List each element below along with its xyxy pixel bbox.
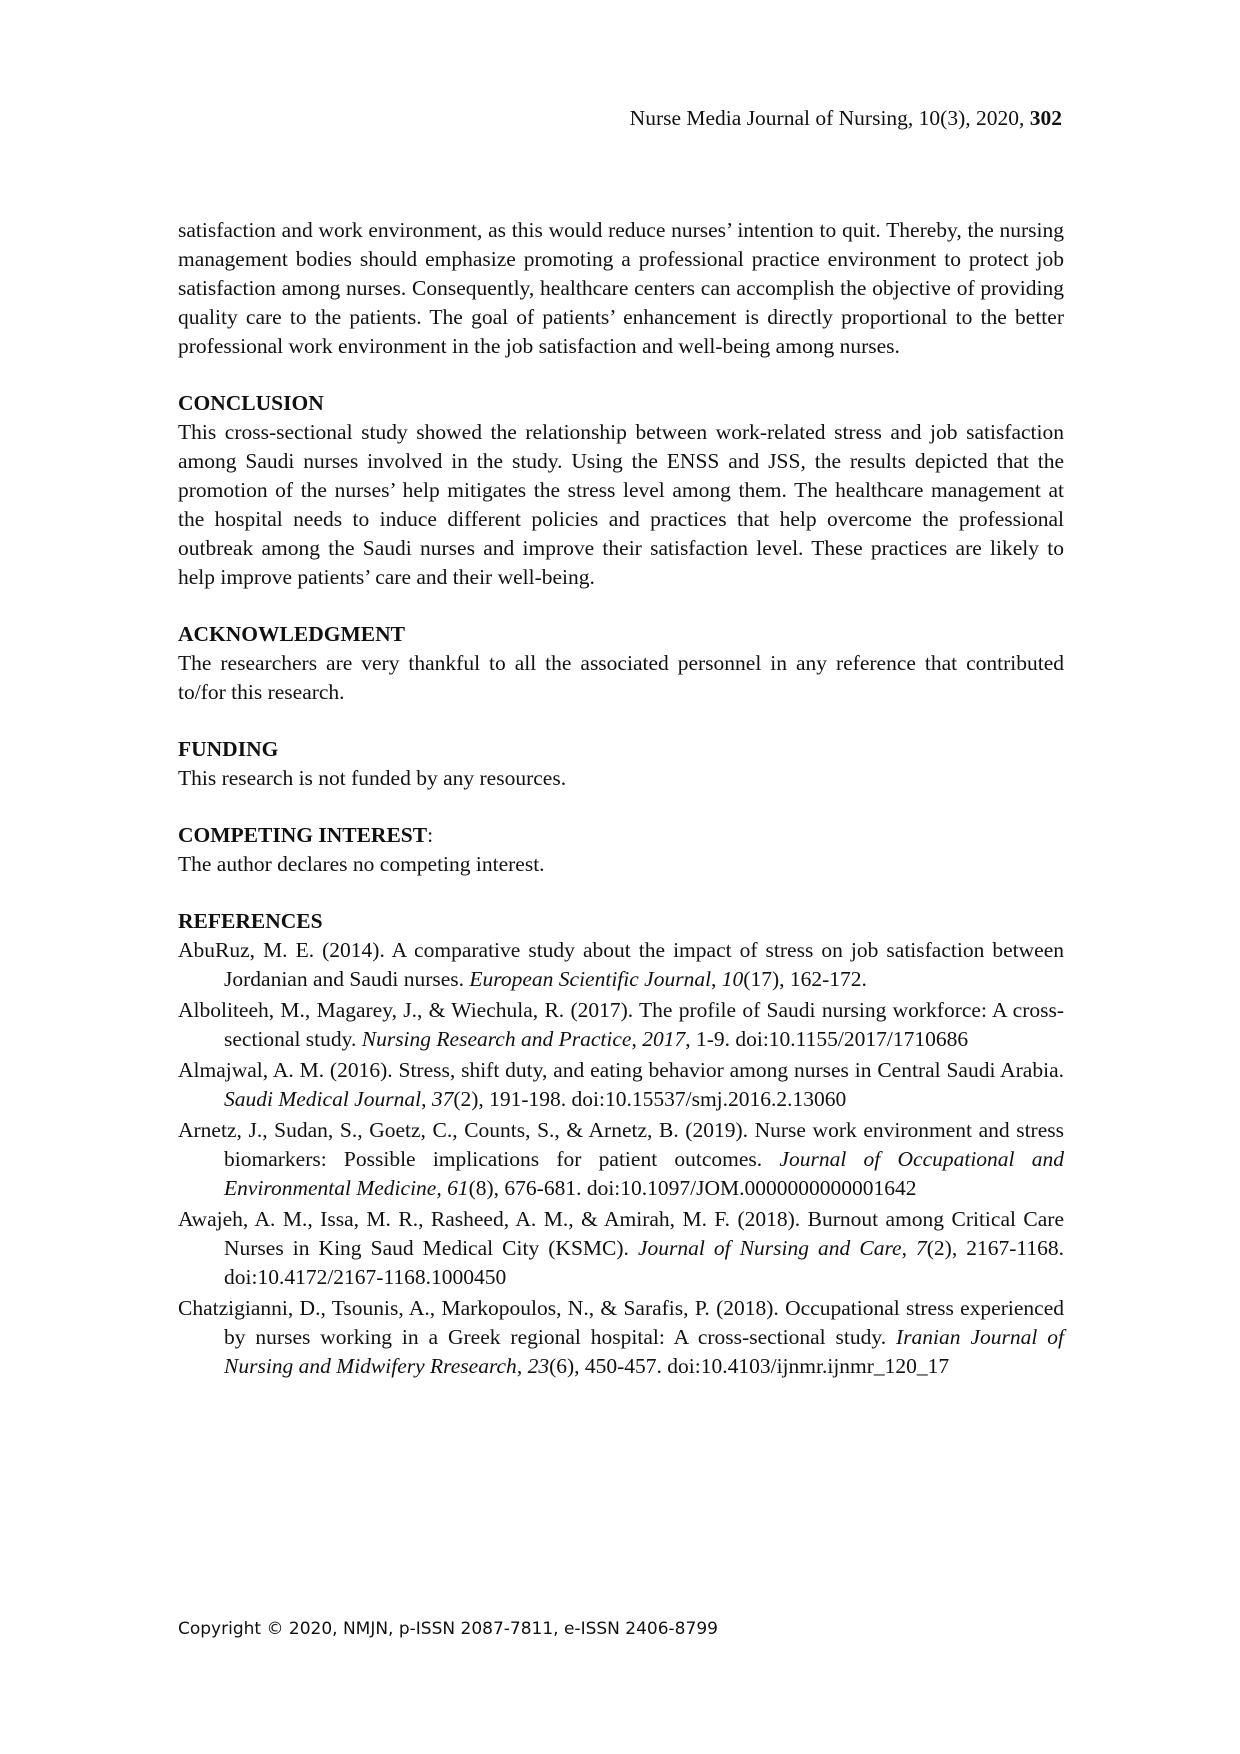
- reference-separator: ,: [711, 967, 722, 991]
- reference-volume: 37: [431, 1087, 454, 1111]
- reference-volume: 23: [527, 1354, 550, 1378]
- reference-volume: 2017: [642, 1027, 686, 1051]
- reference-separator: ,: [901, 1236, 916, 1260]
- funding-text: This research is not funded by any resources.: [178, 766, 567, 790]
- funding-heading: FUNDING: [178, 737, 279, 761]
- reference-authors-title: AbuRuz, M. E. (2014). A comparative study about the impact of stress on job satisfaction between Jordanian and Saudi nurses.: [178, 938, 1064, 991]
- reference-item: [178, 1116, 1064, 1203]
- copyright-footer: Copyright © 2020, NMJN, p-ISSN 2087-7811, e-ISSN 2406-8799: [178, 1619, 718, 1639]
- conclusion-heading: CONCLUSION: [178, 391, 324, 415]
- conclusion-text: This cross-sectional study showed the relationship between work-related stress and job satisfaction among Saudi nurses involved in the study. Using the ENSS and JSS, the results depicted that the promotion of the nurses’ help mitigates the stress level among them. The healthcare management at the hospital needs to induce different policies and practices that help overcome the professional outbreak among the Saudi nurses and improve their satisfaction level. These practices are likely to help improve patients’ care and their well-being.: [178, 420, 1064, 589]
- competing-interest-colon: :: [427, 823, 434, 847]
- acknowledgment-heading: ACKNOWLEDGMENT: [178, 622, 405, 646]
- reference-authors-title: Awajeh, A. M., Issa, M. R., Rasheed, A. M., & Amirah, M. F. (2018). Burnout among Critical Care Nurses in King Saud Medical City (KSMC).: [178, 1207, 1064, 1260]
- references-heading: REFERENCES: [178, 909, 323, 933]
- reference-volume: 10: [721, 967, 744, 991]
- main-content: [178, 216, 1064, 1383]
- reference-item: [178, 1205, 1064, 1292]
- reference-item: [178, 996, 1064, 1054]
- reference-pages: (2), 191-198. doi:10.15537/smj.2016.2.13060: [453, 1087, 847, 1111]
- reference-separator: ,: [631, 1027, 643, 1051]
- reference-item: [178, 936, 1064, 994]
- reference-volume: 7: [916, 1236, 927, 1260]
- competing-interest-title: COMPETING INTEREST: [178, 823, 428, 847]
- reference-item: [178, 1294, 1064, 1381]
- reference-pages: (2), 2167-1168. doi:10.4172/2167-1168.1000450: [224, 1236, 1064, 1289]
- reference-authors-title: Alboliteeh, M., Magarey, J., & Wiechula, R. (2017). The profile of Saudi nursing workforce: A cross-sectional study.: [178, 998, 1064, 1051]
- reference-list: [178, 936, 1064, 1381]
- reference-volume: 61: [447, 1176, 469, 1200]
- reference-item: [178, 1056, 1064, 1114]
- reference-authors-title: Chatzigianni, D., Tsounis, A., Markopoulos, N., & Sarafis, P. (2018). Occupational stress experienced by nurses working in a Greek regional hospital: A cross-sectional study.: [178, 1296, 1064, 1349]
- reference-authors-title: Arnetz, J., Sudan, S., Goetz, C., Counts, S., & Arnetz, B. (2019). Nurse work environment and stress biomarkers: Possible implications for patient outcomes.: [178, 1118, 1064, 1171]
- competing-interest-heading: [178, 821, 1064, 850]
- running-header: [630, 104, 1062, 132]
- reference-pages: (6), 450-457. doi:10.4103/ijnmr.ijnmr_120_17: [549, 1354, 950, 1378]
- intro-paragraph: satisfaction and work environment, as this would reduce nurses’ intention to quit. Thereby, the nursing management bodies should emphasize promoting a professional practice environment to protect job satisfaction among nurses. Consequently, healthcare centers can accomplish the objective of providing quality care to the patients. The goal of patients’ enhancement is directly proportional to the better professional work environment in the job satisfaction and well-being among nurses.: [178, 218, 1064, 358]
- reference-pages: (8), 676-681. doi:10.1097/JOM.0000000000001642: [468, 1176, 917, 1200]
- reference-separator: ,: [421, 1087, 432, 1111]
- reference-journal: Saudi Medical Journal: [224, 1087, 422, 1111]
- reference-pages: , 1-9. doi:10.1155/2017/1710686: [685, 1027, 969, 1051]
- reference-journal: Nursing Research and Practice: [361, 1027, 632, 1051]
- journal-citation: Nurse Media Journal of Nursing, 10(3), 2020,: [629, 106, 1030, 130]
- reference-journal: Journal of Occupational and Environmental Medicine,: [224, 1147, 1065, 1200]
- reference-separator: ,: [516, 1354, 528, 1378]
- reference-journal: Iranian Journal of Nursing and Midwifery Rresearch: [224, 1325, 1064, 1378]
- reference-journal: Journal of Nursing and Care: [637, 1236, 902, 1260]
- page-number: 302: [1029, 106, 1062, 130]
- reference-authors-title: Almajwal, A. M. (2016). Stress, shift duty, and eating behavior among nurses in Central Saudi Arabia.: [178, 1058, 1064, 1082]
- acknowledgment-text: The researchers are very thankful to all the associated personnel in any reference that contributed to/for this research.: [178, 651, 1064, 704]
- reference-journal: European Scientific Journal: [469, 967, 712, 991]
- reference-pages: (17), 162-172.: [743, 967, 867, 991]
- competing-interest-text: The author declares no competing interest.: [178, 852, 545, 876]
